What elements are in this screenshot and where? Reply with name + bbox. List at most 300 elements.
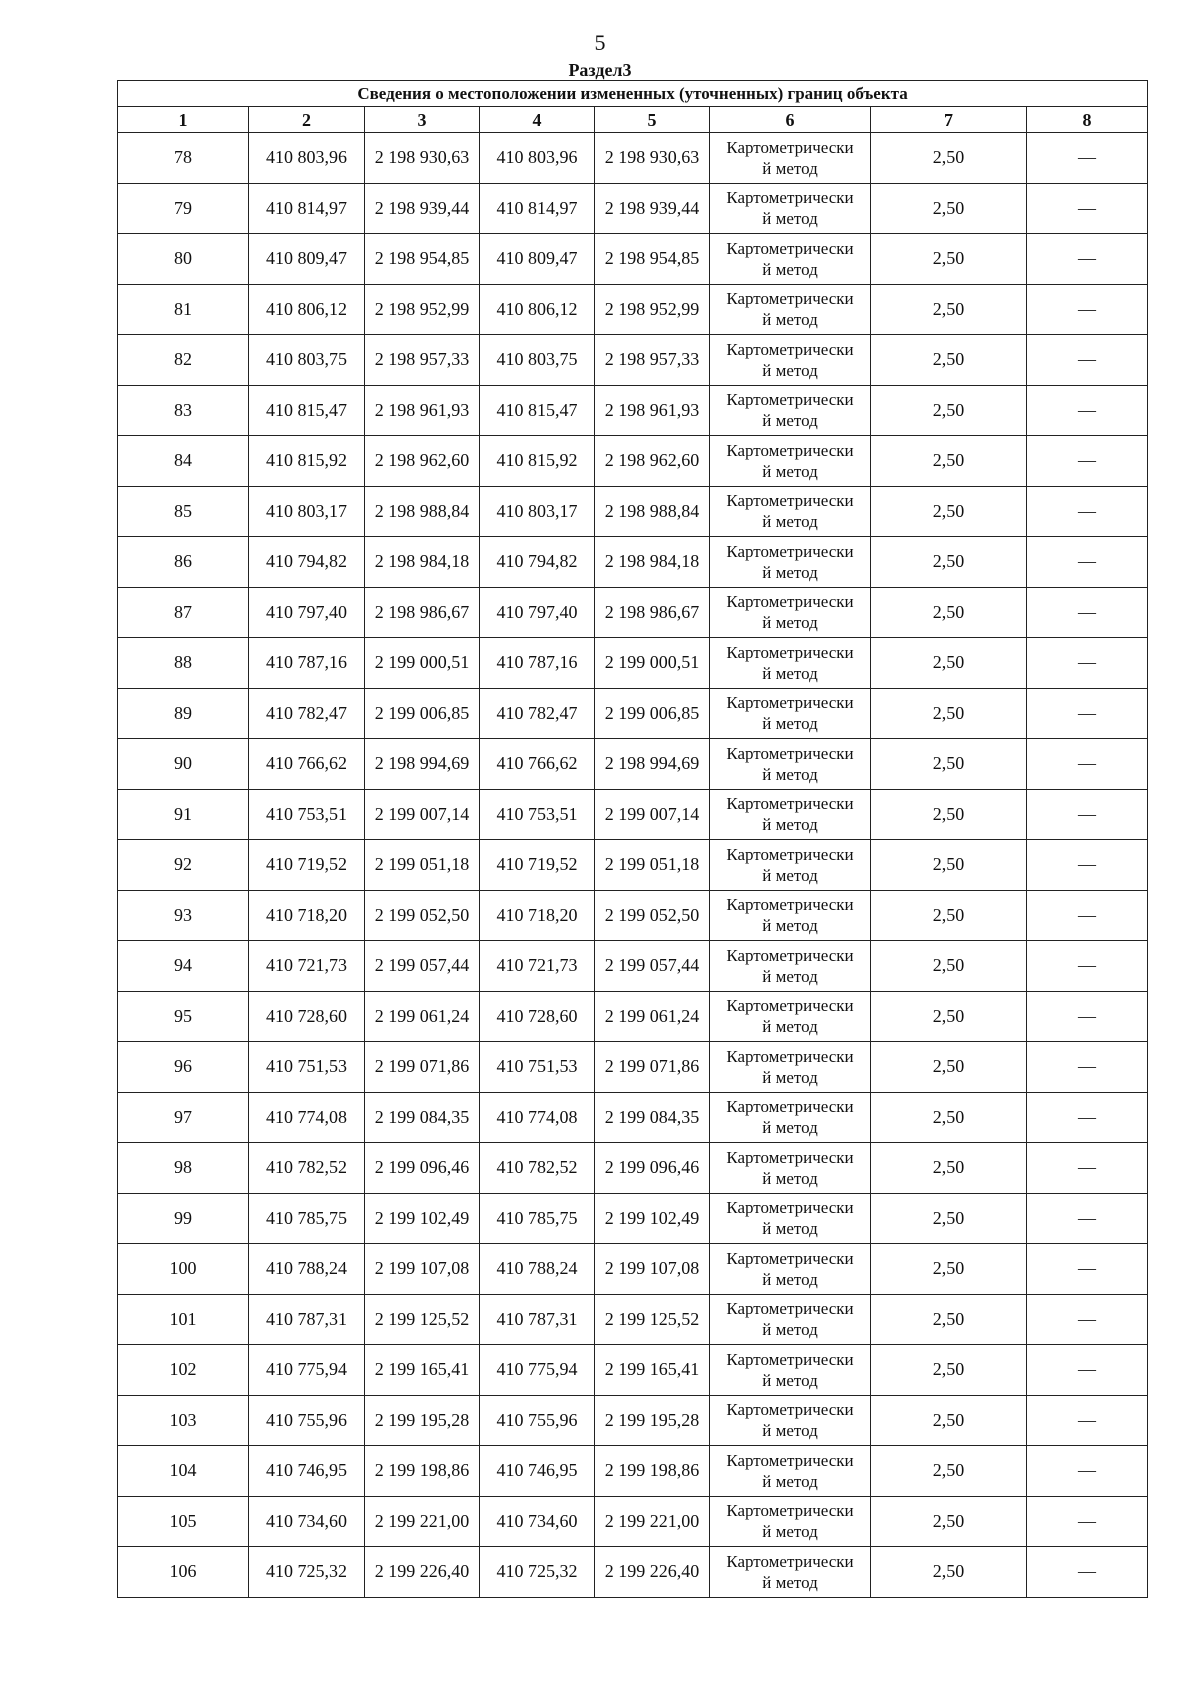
column-header: 8 bbox=[1027, 107, 1148, 133]
method-line: Картометрически bbox=[726, 592, 854, 612]
method-line: Картометрически bbox=[726, 895, 854, 915]
point-number-cell: 89 bbox=[118, 688, 249, 739]
description-cell: — bbox=[1027, 638, 1148, 689]
method-line: Картометрически bbox=[726, 137, 854, 157]
coordinate-cell: 2 199 125,52 bbox=[365, 1294, 480, 1345]
method-line: й метод bbox=[762, 764, 818, 784]
coordinate-cell: 2 198 957,33 bbox=[595, 335, 710, 386]
coordinates-table bbox=[117, 80, 1148, 1598]
coordinate-cell: 2 199 006,85 bbox=[365, 688, 480, 739]
point-number-cell: 90 bbox=[118, 739, 249, 790]
coordinate-cell: 410 721,73 bbox=[480, 941, 595, 992]
coordinate-cell: 2 198 994,69 bbox=[595, 739, 710, 790]
method-cell bbox=[710, 335, 871, 386]
coordinate-cell: 410 794,82 bbox=[249, 537, 365, 588]
coordinate-cell: 2 199 052,50 bbox=[595, 890, 710, 941]
table-row bbox=[118, 941, 1148, 992]
method-cell bbox=[710, 1244, 871, 1295]
method-line: Картометрически bbox=[726, 945, 854, 965]
method-line: Картометрически bbox=[726, 642, 854, 662]
coordinate-cell: 410 725,32 bbox=[249, 1547, 365, 1598]
accuracy-cell: 2,50 bbox=[871, 537, 1027, 588]
coordinate-cell: 410 782,47 bbox=[480, 688, 595, 739]
table-row bbox=[118, 789, 1148, 840]
method-cell bbox=[710, 1294, 871, 1345]
coordinate-cell: 410 803,96 bbox=[480, 133, 595, 184]
coordinate-cell: 410 734,60 bbox=[480, 1496, 595, 1547]
method-cell bbox=[710, 941, 871, 992]
method-cell bbox=[710, 1395, 871, 1446]
method-line: й метод bbox=[762, 411, 818, 431]
point-number-cell: 91 bbox=[118, 789, 249, 840]
method-cell bbox=[710, 840, 871, 891]
table-row bbox=[118, 335, 1148, 386]
method-cell bbox=[710, 537, 871, 588]
coordinate-cell: 410 806,12 bbox=[480, 284, 595, 335]
coordinate-cell: 2 199 051,18 bbox=[365, 840, 480, 891]
coordinate-cell: 410 774,08 bbox=[480, 1092, 595, 1143]
coordinate-cell: 2 199 198,86 bbox=[365, 1446, 480, 1497]
method-cell bbox=[710, 486, 871, 537]
coordinate-cell: 2 199 125,52 bbox=[595, 1294, 710, 1345]
coordinate-cell: 2 199 198,86 bbox=[595, 1446, 710, 1497]
coordinate-cell: 410 766,62 bbox=[249, 739, 365, 790]
coordinate-cell: 410 785,75 bbox=[249, 1193, 365, 1244]
coordinate-cell: 2 198 988,84 bbox=[365, 486, 480, 537]
accuracy-cell: 2,50 bbox=[871, 941, 1027, 992]
point-number-cell: 81 bbox=[118, 284, 249, 335]
coordinate-cell: 2 199 061,24 bbox=[365, 991, 480, 1042]
coordinate-cell: 2 198 957,33 bbox=[365, 335, 480, 386]
method-line: Картометрически bbox=[726, 339, 854, 359]
description-cell: — bbox=[1027, 587, 1148, 638]
accuracy-cell: 2,50 bbox=[871, 486, 1027, 537]
method-line: Картометрически bbox=[726, 440, 854, 460]
method-line: й метод bbox=[762, 865, 818, 885]
table-row bbox=[118, 890, 1148, 941]
coordinate-cell: 410 766,62 bbox=[480, 739, 595, 790]
method-line: Картометрически bbox=[726, 491, 854, 511]
coordinate-cell: 410 787,31 bbox=[480, 1294, 595, 1345]
method-line: Картометрически bbox=[726, 1198, 854, 1218]
coordinate-cell: 2 199 102,49 bbox=[595, 1193, 710, 1244]
coordinate-cell: 410 775,94 bbox=[480, 1345, 595, 1396]
description-cell: — bbox=[1027, 991, 1148, 1042]
coordinate-cell: 2 199 221,00 bbox=[365, 1496, 480, 1547]
table-row bbox=[118, 436, 1148, 487]
table-row bbox=[118, 1092, 1148, 1143]
table-row bbox=[118, 234, 1148, 285]
method-cell bbox=[710, 739, 871, 790]
table-row bbox=[118, 739, 1148, 790]
method-line: й метод bbox=[762, 966, 818, 986]
accuracy-cell: 2,50 bbox=[871, 789, 1027, 840]
coordinate-cell: 2 198 930,63 bbox=[595, 133, 710, 184]
description-cell: — bbox=[1027, 1244, 1148, 1295]
coordinate-cell: 2 198 930,63 bbox=[365, 133, 480, 184]
coordinate-cell: 410 803,17 bbox=[480, 486, 595, 537]
table-row bbox=[118, 486, 1148, 537]
coordinate-cell: 2 199 096,46 bbox=[365, 1143, 480, 1194]
coordinate-cell: 410 803,75 bbox=[249, 335, 365, 386]
point-number-cell: 78 bbox=[118, 133, 249, 184]
method-line: Картометрически bbox=[726, 289, 854, 309]
point-number-cell: 87 bbox=[118, 587, 249, 638]
description-cell: — bbox=[1027, 436, 1148, 487]
method-line: Картометрически bbox=[726, 1501, 854, 1521]
coordinate-cell: 410 797,40 bbox=[249, 587, 365, 638]
accuracy-cell: 2,50 bbox=[871, 1042, 1027, 1093]
method-line: й метод bbox=[762, 512, 818, 532]
accuracy-cell: 2,50 bbox=[871, 991, 1027, 1042]
coordinate-cell: 2 199 107,08 bbox=[365, 1244, 480, 1295]
coordinate-cell: 410 809,47 bbox=[480, 234, 595, 285]
method-cell bbox=[710, 587, 871, 638]
method-line: й метод bbox=[762, 916, 818, 936]
column-header: 2 bbox=[249, 107, 365, 133]
coordinate-cell: 410 734,60 bbox=[249, 1496, 365, 1547]
accuracy-cell: 2,50 bbox=[871, 385, 1027, 436]
coordinate-cell: 410 728,60 bbox=[480, 991, 595, 1042]
method-line: й метод bbox=[762, 1219, 818, 1239]
coordinate-cell: 2 198 962,60 bbox=[595, 436, 710, 487]
method-cell bbox=[710, 1092, 871, 1143]
method-cell bbox=[710, 133, 871, 184]
method-line: Картометрически bbox=[726, 1147, 854, 1167]
accuracy-cell: 2,50 bbox=[871, 335, 1027, 386]
coordinate-cell: 2 198 986,67 bbox=[365, 587, 480, 638]
method-line: й метод bbox=[762, 714, 818, 734]
column-header: 5 bbox=[595, 107, 710, 133]
method-cell bbox=[710, 1193, 871, 1244]
coordinate-cell: 2 198 984,18 bbox=[365, 537, 480, 588]
table-row bbox=[118, 1446, 1148, 1497]
accuracy-cell: 2,50 bbox=[871, 133, 1027, 184]
method-line: й метод bbox=[762, 1471, 818, 1491]
coordinate-cell: 2 198 986,67 bbox=[595, 587, 710, 638]
accuracy-cell: 2,50 bbox=[871, 1244, 1027, 1295]
method-line: Картометрически bbox=[726, 390, 854, 410]
method-line: й метод bbox=[762, 461, 818, 481]
method-cell bbox=[710, 234, 871, 285]
point-number-cell: 104 bbox=[118, 1446, 249, 1497]
method-line: Картометрически bbox=[726, 693, 854, 713]
coordinate-cell: 2 199 071,86 bbox=[595, 1042, 710, 1093]
table-row bbox=[118, 1496, 1148, 1547]
method-cell bbox=[710, 991, 871, 1042]
coordinate-cell: 410 815,92 bbox=[480, 436, 595, 487]
coordinate-cell: 410 814,97 bbox=[249, 183, 365, 234]
method-line: Картометрически bbox=[726, 794, 854, 814]
coordinate-cell: 410 725,32 bbox=[480, 1547, 595, 1598]
description-cell: — bbox=[1027, 739, 1148, 790]
description-cell: — bbox=[1027, 284, 1148, 335]
point-number-cell: 88 bbox=[118, 638, 249, 689]
coordinate-cell: 410 787,16 bbox=[249, 638, 365, 689]
coordinate-cell: 2 199 051,18 bbox=[595, 840, 710, 891]
coordinate-cell: 2 198 954,85 bbox=[365, 234, 480, 285]
method-line: Картометрически bbox=[726, 844, 854, 864]
method-cell bbox=[710, 436, 871, 487]
method-line: Картометрически bbox=[726, 188, 854, 208]
accuracy-cell: 2,50 bbox=[871, 1547, 1027, 1598]
method-line: Картометрически bbox=[726, 1349, 854, 1369]
method-line: Картометрически bbox=[726, 1450, 854, 1470]
coordinate-cell: 2 198 984,18 bbox=[595, 537, 710, 588]
method-line: Картометрически bbox=[726, 1248, 854, 1268]
coordinate-cell: 410 787,31 bbox=[249, 1294, 365, 1345]
point-number-cell: 83 bbox=[118, 385, 249, 436]
method-line: Картометрически bbox=[726, 1046, 854, 1066]
accuracy-cell: 2,50 bbox=[871, 1446, 1027, 1497]
accuracy-cell: 2,50 bbox=[871, 234, 1027, 285]
method-cell bbox=[710, 1143, 871, 1194]
coordinate-cell: 410 782,47 bbox=[249, 688, 365, 739]
method-line: й метод bbox=[762, 1522, 818, 1542]
column-header: 4 bbox=[480, 107, 595, 133]
method-line: й метод bbox=[762, 613, 818, 633]
table-row bbox=[118, 1193, 1148, 1244]
table-row bbox=[118, 1395, 1148, 1446]
method-cell bbox=[710, 1042, 871, 1093]
section-title: Раздел3 bbox=[568, 60, 632, 80]
table-row bbox=[118, 385, 1148, 436]
description-cell: — bbox=[1027, 1395, 1148, 1446]
method-line: Картометрически bbox=[726, 1551, 854, 1571]
accuracy-cell: 2,50 bbox=[871, 1496, 1027, 1547]
method-line: й метод bbox=[762, 1017, 818, 1037]
coordinate-cell: 2 198 939,44 bbox=[595, 183, 710, 234]
method-line: й метод bbox=[762, 158, 818, 178]
accuracy-cell: 2,50 bbox=[871, 284, 1027, 335]
column-header: 1 bbox=[118, 107, 249, 133]
coordinate-cell: 410 788,24 bbox=[480, 1244, 595, 1295]
method-cell bbox=[710, 890, 871, 941]
coordinate-cell: 2 199 006,85 bbox=[595, 688, 710, 739]
method-line: й метод bbox=[762, 562, 818, 582]
coordinate-cell: 2 198 962,60 bbox=[365, 436, 480, 487]
description-cell: — bbox=[1027, 486, 1148, 537]
description-cell: — bbox=[1027, 890, 1148, 941]
coordinate-cell: 2 199 226,40 bbox=[365, 1547, 480, 1598]
description-cell: — bbox=[1027, 1496, 1148, 1547]
table-row bbox=[118, 1294, 1148, 1345]
coordinate-cell: 410 719,52 bbox=[480, 840, 595, 891]
description-cell: — bbox=[1027, 840, 1148, 891]
description-cell: — bbox=[1027, 1547, 1148, 1598]
method-cell bbox=[710, 385, 871, 436]
coordinate-cell: 410 753,51 bbox=[249, 789, 365, 840]
coordinate-cell: 2 198 961,93 bbox=[595, 385, 710, 436]
coordinate-cell: 410 815,47 bbox=[480, 385, 595, 436]
coordinate-cell: 2 199 107,08 bbox=[595, 1244, 710, 1295]
coordinate-cell: 410 721,73 bbox=[249, 941, 365, 992]
coordinate-cell: 2 198 939,44 bbox=[365, 183, 480, 234]
coordinate-cell: 410 803,75 bbox=[480, 335, 595, 386]
point-number-cell: 79 bbox=[118, 183, 249, 234]
description-cell: — bbox=[1027, 789, 1148, 840]
coordinate-cell: 2 199 084,35 bbox=[595, 1092, 710, 1143]
coordinate-cell: 410 718,20 bbox=[249, 890, 365, 941]
coordinate-cell: 2 198 952,99 bbox=[595, 284, 710, 335]
accuracy-cell: 2,50 bbox=[871, 1092, 1027, 1143]
method-line: й метод bbox=[762, 360, 818, 380]
method-line: й метод bbox=[762, 259, 818, 279]
coordinate-cell: 410 751,53 bbox=[249, 1042, 365, 1093]
coordinate-cell: 2 198 961,93 bbox=[365, 385, 480, 436]
description-cell: — bbox=[1027, 941, 1148, 992]
coordinate-cell: 2 199 102,49 bbox=[365, 1193, 480, 1244]
method-cell bbox=[710, 688, 871, 739]
point-number-cell: 105 bbox=[118, 1496, 249, 1547]
method-line: й метод bbox=[762, 1269, 818, 1289]
coordinate-cell: 410 785,75 bbox=[480, 1193, 595, 1244]
point-number-cell: 82 bbox=[118, 335, 249, 386]
coordinate-cell: 2 199 071,86 bbox=[365, 1042, 480, 1093]
accuracy-cell: 2,50 bbox=[871, 688, 1027, 739]
method-line: й метод bbox=[762, 1370, 818, 1390]
coordinate-cell: 410 803,96 bbox=[249, 133, 365, 184]
point-number-cell: 94 bbox=[118, 941, 249, 992]
accuracy-cell: 2,50 bbox=[871, 840, 1027, 891]
coordinate-cell: 2 199 000,51 bbox=[365, 638, 480, 689]
description-cell: — bbox=[1027, 1143, 1148, 1194]
coordinate-cell: 410 774,08 bbox=[249, 1092, 365, 1143]
description-cell: — bbox=[1027, 1345, 1148, 1396]
table-row bbox=[118, 991, 1148, 1042]
description-cell: — bbox=[1027, 1294, 1148, 1345]
description-cell: — bbox=[1027, 1193, 1148, 1244]
coordinate-cell: 410 746,95 bbox=[249, 1446, 365, 1497]
method-line: Картометрически bbox=[726, 743, 854, 763]
method-line: й метод bbox=[762, 1572, 818, 1592]
method-line: й метод bbox=[762, 1421, 818, 1441]
accuracy-cell: 2,50 bbox=[871, 1193, 1027, 1244]
table-row bbox=[118, 638, 1148, 689]
method-line: Картометрически bbox=[726, 996, 854, 1016]
description-cell: — bbox=[1027, 688, 1148, 739]
table-header-row bbox=[118, 107, 1148, 133]
coordinate-cell: 2 198 988,84 bbox=[595, 486, 710, 537]
point-number-cell: 101 bbox=[118, 1294, 249, 1345]
table-caption-row bbox=[118, 81, 1148, 107]
accuracy-cell: 2,50 bbox=[871, 436, 1027, 487]
table-row bbox=[118, 284, 1148, 335]
coordinate-cell: 410 782,52 bbox=[249, 1143, 365, 1194]
point-number-cell: 84 bbox=[118, 436, 249, 487]
table-row bbox=[118, 1547, 1148, 1598]
column-header: 3 bbox=[365, 107, 480, 133]
table-caption: Сведения о местоположении измененных (уточненных) границ объекта bbox=[118, 81, 1148, 107]
description-cell: — bbox=[1027, 537, 1148, 588]
accuracy-cell: 2,50 bbox=[871, 1294, 1027, 1345]
table-row bbox=[118, 1244, 1148, 1295]
point-number-cell: 100 bbox=[118, 1244, 249, 1295]
method-line: й метод bbox=[762, 1168, 818, 1188]
table-row bbox=[118, 840, 1148, 891]
method-cell bbox=[710, 1345, 871, 1396]
method-line: й метод bbox=[762, 815, 818, 835]
point-number-cell: 96 bbox=[118, 1042, 249, 1093]
point-number-cell: 99 bbox=[118, 1193, 249, 1244]
coordinate-cell: 2 199 007,14 bbox=[595, 789, 710, 840]
coordinate-cell: 2 199 007,14 bbox=[365, 789, 480, 840]
description-cell: — bbox=[1027, 234, 1148, 285]
description-cell: — bbox=[1027, 183, 1148, 234]
column-header: 7 bbox=[871, 107, 1027, 133]
point-number-cell: 102 bbox=[118, 1345, 249, 1396]
coordinate-cell: 2 199 195,28 bbox=[365, 1395, 480, 1446]
method-line: Картометрически bbox=[726, 541, 854, 561]
description-cell: — bbox=[1027, 1092, 1148, 1143]
coordinate-cell: 410 719,52 bbox=[249, 840, 365, 891]
point-number-cell: 97 bbox=[118, 1092, 249, 1143]
column-header: 6 bbox=[710, 107, 871, 133]
description-cell: — bbox=[1027, 133, 1148, 184]
method-line: Картометрически bbox=[726, 1400, 854, 1420]
point-number-cell: 86 bbox=[118, 537, 249, 588]
coordinate-cell: 410 755,96 bbox=[480, 1395, 595, 1446]
coordinate-cell: 2 199 226,40 bbox=[595, 1547, 710, 1598]
coordinate-cell: 2 199 052,50 bbox=[365, 890, 480, 941]
method-line: й метод bbox=[762, 1067, 818, 1087]
coordinate-cell: 410 751,53 bbox=[480, 1042, 595, 1093]
accuracy-cell: 2,50 bbox=[871, 1395, 1027, 1446]
method-cell bbox=[710, 1496, 871, 1547]
coordinate-cell: 2 199 221,00 bbox=[595, 1496, 710, 1547]
table-row bbox=[118, 183, 1148, 234]
method-line: й метод bbox=[762, 209, 818, 229]
coordinate-cell: 410 803,17 bbox=[249, 486, 365, 537]
coordinate-cell: 410 775,94 bbox=[249, 1345, 365, 1396]
method-line: й метод bbox=[762, 1118, 818, 1138]
method-line: Картометрически bbox=[726, 238, 854, 258]
coordinate-cell: 410 718,20 bbox=[480, 890, 595, 941]
point-number-cell: 92 bbox=[118, 840, 249, 891]
accuracy-cell: 2,50 bbox=[871, 890, 1027, 941]
table-row bbox=[118, 133, 1148, 184]
method-line: й метод bbox=[762, 310, 818, 330]
coordinate-cell: 2 199 057,44 bbox=[595, 941, 710, 992]
description-cell: — bbox=[1027, 385, 1148, 436]
table-row bbox=[118, 537, 1148, 588]
coordinate-cell: 410 794,82 bbox=[480, 537, 595, 588]
point-number-cell: 93 bbox=[118, 890, 249, 941]
table-row bbox=[118, 1143, 1148, 1194]
coordinate-cell: 410 809,47 bbox=[249, 234, 365, 285]
page-number: 5 bbox=[594, 30, 606, 55]
method-cell bbox=[710, 1446, 871, 1497]
coordinate-cell: 410 782,52 bbox=[480, 1143, 595, 1194]
point-number-cell: 106 bbox=[118, 1547, 249, 1598]
accuracy-cell: 2,50 bbox=[871, 183, 1027, 234]
table-row bbox=[118, 688, 1148, 739]
accuracy-cell: 2,50 bbox=[871, 739, 1027, 790]
coordinate-cell: 410 755,96 bbox=[249, 1395, 365, 1446]
accuracy-cell: 2,50 bbox=[871, 638, 1027, 689]
coordinate-cell: 2 198 954,85 bbox=[595, 234, 710, 285]
method-line: Картометрически bbox=[726, 1299, 854, 1319]
point-number-cell: 103 bbox=[118, 1395, 249, 1446]
coordinate-cell: 2 199 096,46 bbox=[595, 1143, 710, 1194]
method-line: й метод bbox=[762, 663, 818, 683]
coordinate-cell: 2 199 000,51 bbox=[595, 638, 710, 689]
coordinate-cell: 2 199 165,41 bbox=[365, 1345, 480, 1396]
point-number-cell: 95 bbox=[118, 991, 249, 1042]
coordinate-cell: 410 815,92 bbox=[249, 436, 365, 487]
description-cell: — bbox=[1027, 335, 1148, 386]
point-number-cell: 98 bbox=[118, 1143, 249, 1194]
